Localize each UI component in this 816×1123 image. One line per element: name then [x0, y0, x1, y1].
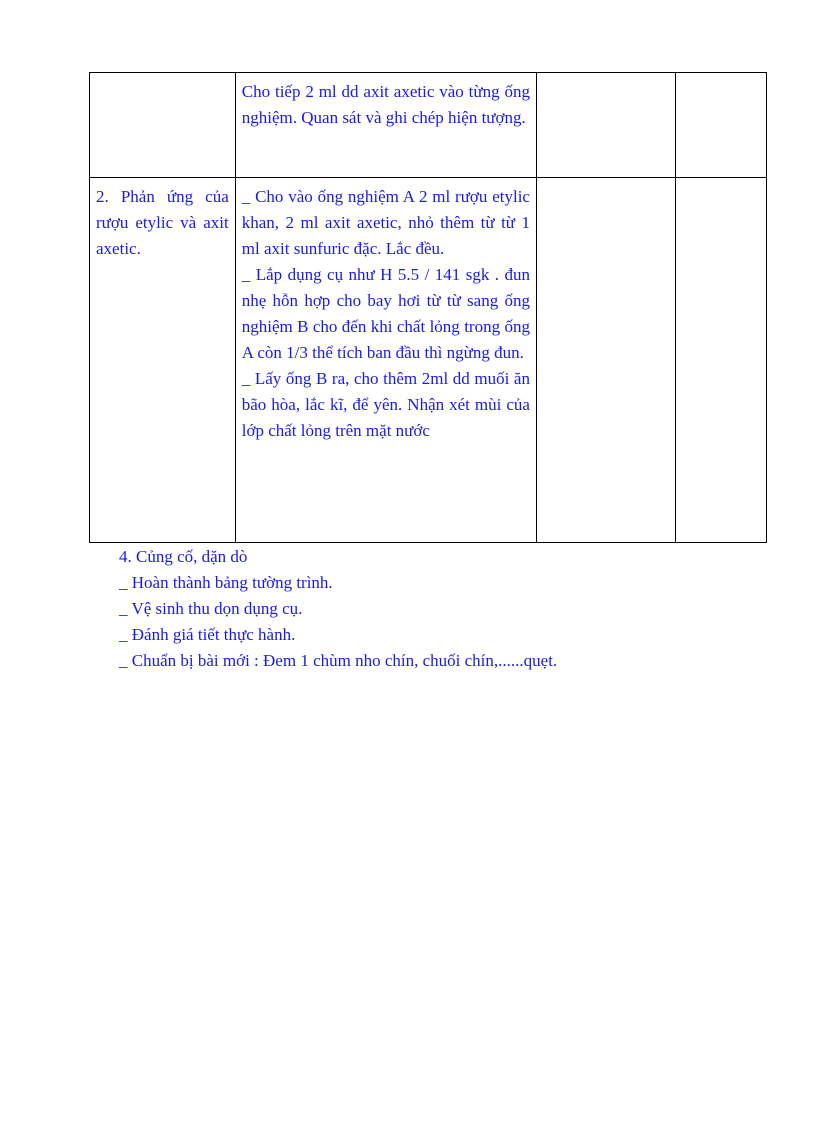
procedure-step: _ Lắp dụng cụ như H 5.5 / 141 sgk . đun nhẹ hỗn hợp cho bay hơi từ từ sang ống nghiệm B cho đến khi chất lỏng trong ống A còn 1/3 thể tích ban đầu thì ngừng đun. [241, 265, 530, 362]
summary-item: _ Đánh giá tiết thực hành. [119, 625, 296, 644]
summary-heading: 4. Củng cố, dặn dò [119, 547, 248, 566]
explanation-cell [676, 178, 767, 543]
explanation-cell [676, 73, 767, 178]
summary-item: _ Hoàn thành bảng tường trình. [119, 573, 333, 592]
summary-item: _ Vệ sinh thu dọn dụng cụ. [119, 599, 303, 618]
summary-item: _ Chuẩn bị bài mới : Đem 1 chùm nho chín, chuối chín,......quẹt. [119, 651, 558, 670]
summary-section [119, 544, 557, 674]
table-row [90, 178, 767, 543]
procedure-cell [235, 178, 536, 543]
procedure-cell [235, 73, 536, 178]
procedure-step: _ Lấy ống B ra, cho thêm 2ml dd muối ăn bão hòa, lắc kĩ, để yên. Nhận xét mùi của lớp chất lỏng trên mặt nước [241, 369, 530, 440]
phenomenon-cell [536, 178, 675, 543]
experiment-name-cell: 2. Phản ứng của rượu etylic và axit axetic. [90, 178, 236, 543]
phenomenon-cell [536, 73, 675, 178]
table-row [90, 73, 767, 178]
practice-table [89, 72, 767, 543]
experiment-name-cell [90, 73, 236, 178]
procedure-step: _ Cho vào ống nghiệm A 2 ml rượu etylic khan, 2 ml axit axetic, nhỏ thêm từ từ 1 ml axit sunfuric đặc. Lắc đều. [241, 187, 530, 258]
procedure-step: Cho tiếp 2 ml dd axit axetic vào từng ống nghiệm. Quan sát và ghi chép hiện tượng. [241, 82, 530, 127]
